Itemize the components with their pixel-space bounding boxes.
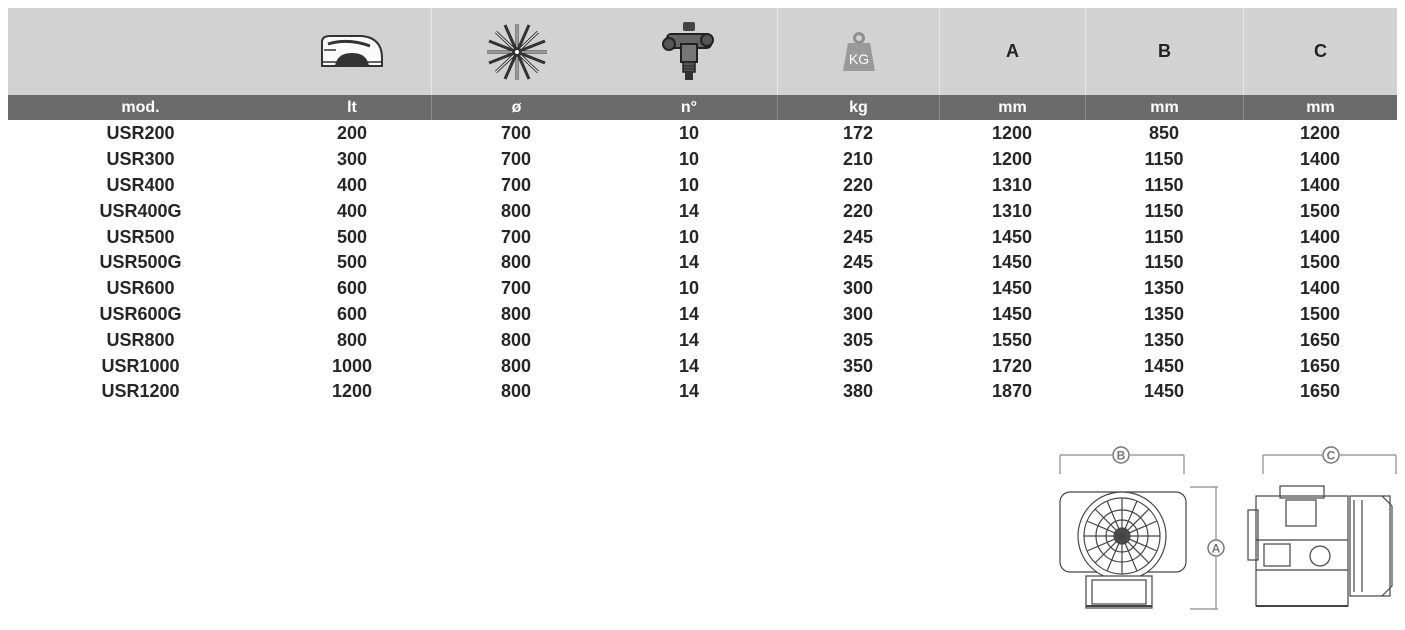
unit-model: mod. bbox=[121, 98, 160, 116]
nozzle-icon bbox=[661, 20, 717, 84]
cell-capacity: 500 bbox=[336, 226, 368, 247]
table-row bbox=[8, 173, 1397, 199]
cell-model: USR200 bbox=[106, 123, 175, 144]
cell-dim-b: 1350 bbox=[1143, 303, 1185, 324]
fan-icon bbox=[484, 21, 550, 83]
sprayer-dimension-drawing bbox=[1050, 440, 1400, 620]
cell-capacity: 1000 bbox=[331, 355, 373, 376]
cell-dim-c: 1400 bbox=[1299, 174, 1341, 195]
cell-nozzles: 10 bbox=[678, 149, 700, 170]
cell-model: USR500 bbox=[106, 226, 175, 247]
cell-dim-c: 1500 bbox=[1299, 200, 1341, 221]
cell-model: USR500G bbox=[99, 252, 182, 273]
tank-icon bbox=[318, 32, 386, 72]
cell-dim-a: 1550 bbox=[991, 329, 1033, 350]
cell-dim-b: 1350 bbox=[1143, 278, 1185, 299]
diagram-label-c: C bbox=[1326, 448, 1336, 463]
unit-diameter: ø bbox=[431, 95, 601, 120]
icon-header-row bbox=[8, 8, 1397, 95]
cell-dim-b: 1150 bbox=[1144, 226, 1184, 247]
cell-dim-a: 1200 bbox=[991, 123, 1033, 144]
nozzles-header bbox=[601, 8, 777, 95]
cell-dim-c: 1650 bbox=[1299, 329, 1341, 350]
spec-table bbox=[8, 8, 1397, 405]
diagram-label-a: A bbox=[1211, 541, 1221, 556]
cell-model: USR400G bbox=[99, 200, 182, 221]
table-row bbox=[8, 250, 1397, 276]
cell-dim-a: 1450 bbox=[991, 252, 1033, 273]
table-row bbox=[8, 276, 1397, 302]
cell-dim-a: 1450 bbox=[991, 303, 1033, 324]
cell-dim-a: 1450 bbox=[991, 278, 1033, 299]
cell-dim-b: 1150 bbox=[1144, 149, 1184, 170]
unit-capacity: lt bbox=[347, 98, 357, 116]
cell-dim-a: 1450 bbox=[991, 226, 1033, 247]
cell-dim-a: 1720 bbox=[991, 355, 1033, 376]
dim-a-letter: A bbox=[1006, 41, 1019, 61]
cell-weight: 300 bbox=[842, 278, 874, 299]
cell-model: USR1200 bbox=[101, 381, 180, 402]
cell-weight: 220 bbox=[842, 174, 874, 195]
cell-model: USR300 bbox=[106, 149, 175, 170]
unit-dim-c: mm bbox=[1243, 95, 1397, 120]
cell-capacity: 400 bbox=[336, 200, 368, 221]
table-row bbox=[8, 302, 1397, 328]
cell-diameter: 800 bbox=[500, 355, 532, 376]
unit-weight: kg bbox=[777, 95, 939, 120]
weight-header bbox=[777, 8, 939, 95]
cell-dim-c: 1400 bbox=[1299, 149, 1341, 170]
cell-model: USR600 bbox=[106, 278, 175, 299]
cell-capacity: 200 bbox=[336, 123, 368, 144]
table-row bbox=[8, 224, 1397, 250]
cell-diameter: 700 bbox=[500, 123, 532, 144]
cell-model: USR800 bbox=[106, 329, 175, 350]
cell-diameter: 800 bbox=[500, 252, 532, 273]
cell-dim-a: 1310 bbox=[991, 174, 1033, 195]
cell-weight: 300 bbox=[842, 303, 874, 324]
cell-diameter: 800 bbox=[500, 329, 532, 350]
unit-nozzles: n° bbox=[680, 98, 698, 116]
cell-dim-c: 1200 bbox=[1299, 123, 1341, 144]
cell-dim-c: 1650 bbox=[1299, 381, 1341, 402]
dimension-diagrams bbox=[1050, 440, 1400, 620]
cell-dim-b: 1150 bbox=[1144, 252, 1184, 273]
cell-weight: 210 bbox=[842, 149, 874, 170]
cell-dim-c: 1650 bbox=[1299, 355, 1341, 376]
side-view-drawing bbox=[1248, 486, 1392, 606]
dim-b-header bbox=[1085, 8, 1243, 95]
cell-dim-b: 1150 bbox=[1144, 200, 1184, 221]
cell-nozzles: 14 bbox=[678, 381, 700, 402]
weight-kg-icon bbox=[842, 32, 876, 72]
dim-c-header bbox=[1243, 8, 1397, 95]
cell-capacity: 1200 bbox=[331, 381, 373, 402]
svg-text:KG: KG bbox=[848, 50, 869, 67]
cell-dim-a: 1200 bbox=[991, 149, 1033, 170]
unit-header-row bbox=[8, 95, 1397, 120]
tank-capacity-header bbox=[273, 8, 431, 95]
cell-dim-c: 1500 bbox=[1299, 252, 1341, 273]
dim-a-header bbox=[939, 8, 1085, 95]
cell-dim-b: 1350 bbox=[1143, 329, 1185, 350]
cell-model: USR400 bbox=[106, 174, 175, 195]
unit-dim-a: mm bbox=[939, 95, 1085, 120]
model-header-blank bbox=[8, 8, 273, 95]
cell-capacity: 600 bbox=[336, 303, 368, 324]
cell-dim-b: 850 bbox=[1148, 123, 1180, 144]
cell-nozzles: 10 bbox=[678, 278, 700, 299]
cell-nozzles: 10 bbox=[678, 123, 700, 144]
cell-weight: 245 bbox=[842, 226, 874, 247]
cell-diameter: 800 bbox=[500, 303, 532, 324]
diagram-label-b: B bbox=[1116, 448, 1126, 463]
cell-weight: 220 bbox=[842, 200, 874, 221]
cell-weight: 245 bbox=[842, 252, 874, 273]
cell-weight: 380 bbox=[842, 381, 874, 402]
cell-weight: 350 bbox=[842, 355, 874, 376]
cell-diameter: 800 bbox=[500, 381, 532, 402]
cell-diameter: 700 bbox=[500, 149, 532, 170]
cell-diameter: 700 bbox=[500, 278, 532, 299]
cell-nozzles: 14 bbox=[678, 252, 700, 273]
front-view-drawing bbox=[1060, 492, 1186, 608]
cell-dim-b: 1450 bbox=[1143, 355, 1185, 376]
table-row bbox=[8, 121, 1397, 147]
cell-capacity: 400 bbox=[336, 174, 368, 195]
cell-capacity: 800 bbox=[336, 329, 368, 350]
cell-dim-a: 1870 bbox=[991, 381, 1033, 402]
cell-dim-c: 1400 bbox=[1299, 278, 1341, 299]
table-row bbox=[8, 147, 1397, 173]
table-body bbox=[8, 121, 1397, 405]
unit-dim-b: mm bbox=[1085, 95, 1243, 120]
table-row bbox=[8, 379, 1397, 405]
dim-c-letter: C bbox=[1314, 41, 1327, 61]
cell-nozzles: 10 bbox=[678, 174, 700, 195]
cell-dim-c: 1400 bbox=[1299, 226, 1341, 247]
cell-weight: 305 bbox=[842, 329, 874, 350]
cell-capacity: 300 bbox=[336, 149, 368, 170]
cell-nozzles: 14 bbox=[678, 355, 700, 376]
cell-dim-b: 1450 bbox=[1143, 381, 1185, 402]
fan-diameter-header bbox=[431, 8, 601, 95]
cell-weight: 172 bbox=[842, 123, 874, 144]
cell-diameter: 800 bbox=[500, 200, 532, 221]
cell-nozzles: 14 bbox=[678, 329, 700, 350]
cell-nozzles: 14 bbox=[678, 200, 700, 221]
cell-diameter: 700 bbox=[500, 226, 532, 247]
cell-model: USR1000 bbox=[101, 355, 180, 376]
table-row bbox=[8, 353, 1397, 379]
cell-model: USR600G bbox=[99, 303, 182, 324]
cell-dim-b: 1150 bbox=[1144, 174, 1184, 195]
table-row bbox=[8, 198, 1397, 224]
cell-nozzles: 10 bbox=[678, 226, 700, 247]
table-row bbox=[8, 327, 1397, 353]
cell-capacity: 500 bbox=[336, 252, 368, 273]
cell-nozzles: 14 bbox=[678, 303, 700, 324]
cell-capacity: 600 bbox=[336, 278, 368, 299]
cell-dim-a: 1310 bbox=[991, 200, 1033, 221]
cell-dim-c: 1500 bbox=[1299, 303, 1341, 324]
dim-b-letter: B bbox=[1158, 41, 1171, 61]
cell-diameter: 700 bbox=[500, 174, 532, 195]
